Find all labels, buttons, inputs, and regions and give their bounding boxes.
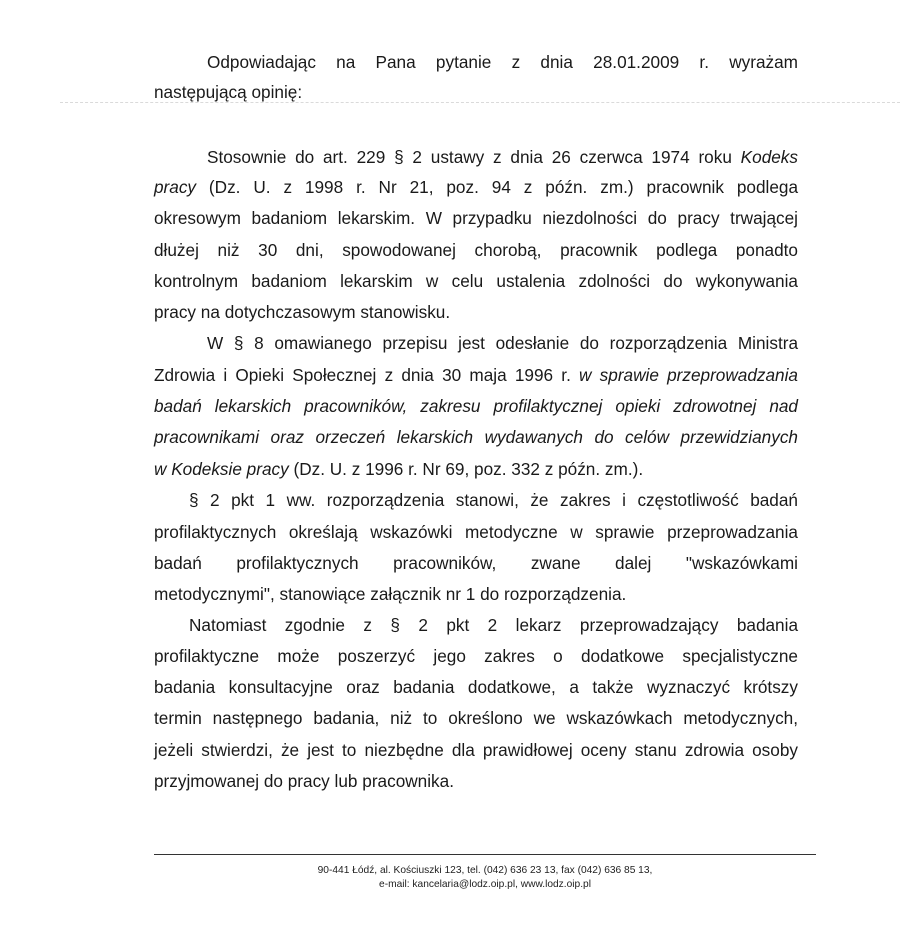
p2-line-5 [154,459,798,479]
p4-line-5: jeżeli stwierdzi, że jest to niezbędne dla prawidłowej oceny stanu zdrowia osoby [154,740,798,760]
p3-line-3: badań profilaktycznych pracowników, zwane dalej "wskazówkami [154,553,798,573]
p2-line-4 [154,427,798,447]
p1-line-3: okresowym badaniom lekarskim. W przypadku niezdolności do pracy trwającej [154,208,798,228]
footer-contact: e-mail: kancelaria@lodz.oip.pl, www.lodz.oip.pl [379,879,591,890]
footer-divider [154,854,816,855]
p1-line-2 [154,177,798,197]
p1-line-6: pracy na dotychczasowym stanowisku. [154,302,451,322]
p2-line-4-italic: pracownikami oraz orzeczeń lekarskich wydawanych do celów przewidzianych [154,427,798,447]
p1-line-4: dłużej niż 30 dni, spowodowanej chorobą, pracownik podlega ponadto [154,240,798,260]
p2-line-3 [154,396,798,416]
p1-line-1-text: Stosownie do art. 229 § 2 ustawy z dnia 26 czerwca 1974 roku [207,147,741,167]
p2-line-5-italic: w Kodeksie pracy [154,459,289,479]
p1-line-2-italic: pracy [154,177,197,197]
p2-line-2-italic: w sprawie przeprowadzania [579,365,798,385]
p2-line-2-text: Zdrowia i Opieki Społecznej z dnia 30 maja 1996 r. [154,365,580,385]
p2-line-2 [154,365,798,385]
p4-line-2: profilaktyczne może poszerzyć jego zakres o dodatkowe specjalistyczne [154,646,798,666]
p4-line-6: przyjmowanej do pracy lub pracownika. [154,771,454,791]
p4-line-1: Natomiast zgodnie z § 2 pkt 2 lekarz przeprowadzający badania [189,615,798,635]
p4-line-3: badania konsultacyjne oraz badania dodatkowe, a także wyznaczyć krótszy [154,677,798,697]
p1-line-1-italic: Kodeks [740,147,798,167]
p1-line-5: kontrolnym badaniom lekarskim w celu ustalenia zdolności do wykonywania [154,271,798,291]
p1-line-2-text: (Dz. U. z 1998 r. Nr 21, poz. 94 z późn. zm.) pracownik podlega [196,177,798,197]
p2-line-1: W § 8 omawianego przepisu jest odesłanie do rozporządzenia Ministra [207,333,798,353]
intro-line-2: następującą opinię: [154,82,303,102]
p1-line-1 [207,147,798,167]
p3-line-1: § 2 pkt 1 ww. rozporządzenia stanowi, że zakres i częstotliwość badań [189,490,798,510]
p2-line-3-italic: badań lekarskich pracowników, zakresu profilaktycznej opieki zdrowotnej nad [154,396,798,416]
p3-line-4: metodycznymi", stanowiące załącznik nr 1 do rozporządzenia. [154,584,627,604]
p2-line-5-text: (Dz. U. z 1996 r. Nr 69, poz. 332 z późn. zm.). [288,459,644,479]
p3-line-2: profilaktycznych określają wskazówki metodyczne w sprawie przeprowadzania [154,522,798,542]
scan-artifact-line [60,102,900,107]
footer-address: 90-441 Łódź, al. Kościuszki 123, tel. (042) 636 23 13, fax (042) 636 85 13, [317,865,653,876]
p4-line-4: termin następnego badania, niż to określono we wskazówkach metodycznych, [154,708,798,728]
intro-line-1: Odpowiadając na Pana pytanie z dnia 28.01.2009 r. wyrażam [207,52,798,72]
